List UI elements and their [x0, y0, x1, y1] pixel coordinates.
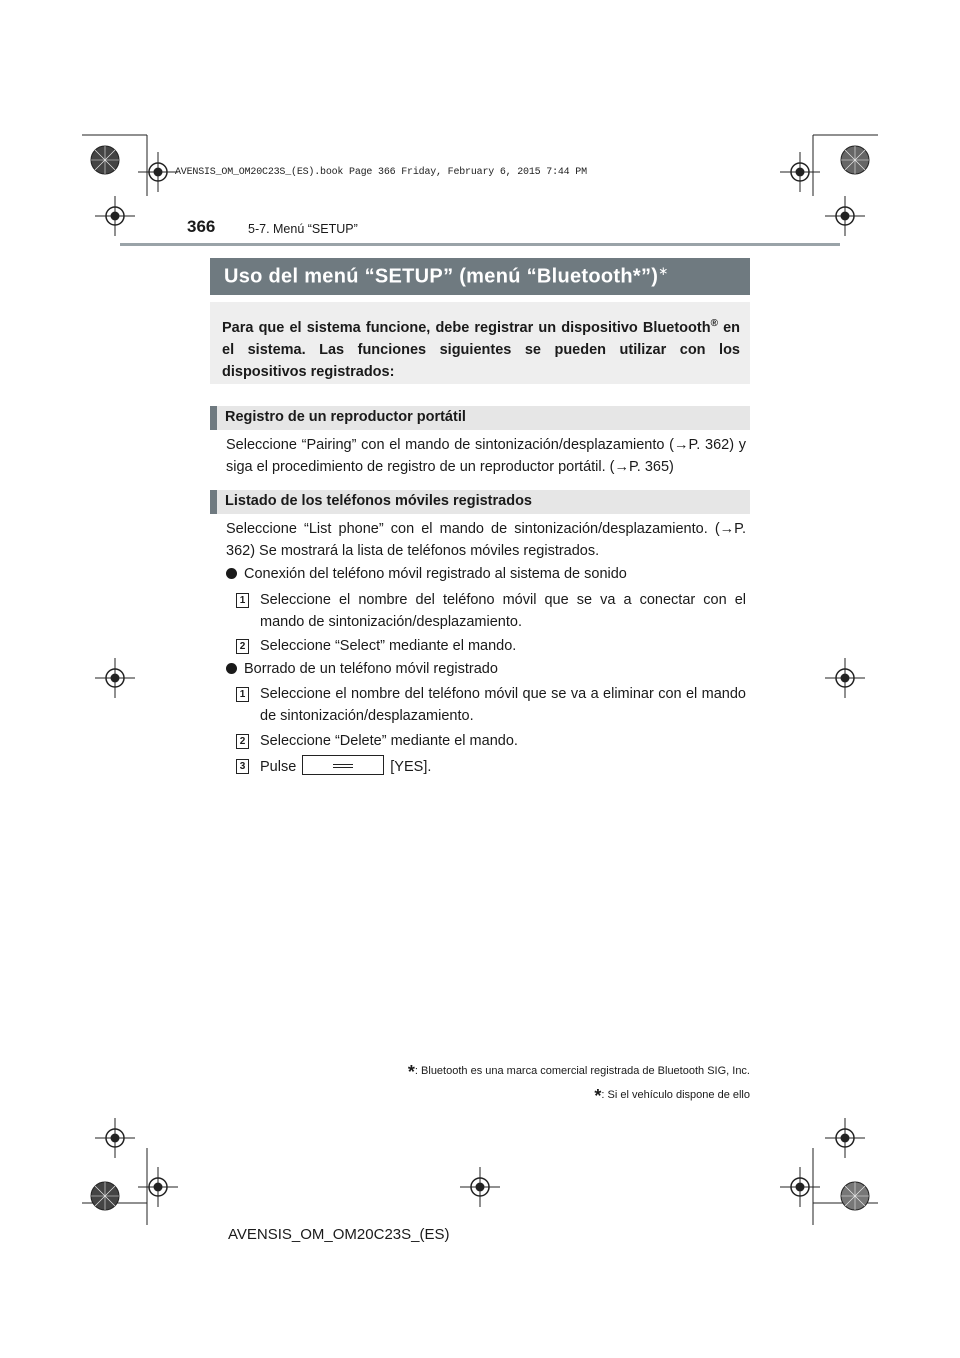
page-title — [210, 258, 750, 295]
footer-document-code: AVENSIS_OM_OM20C23S_(ES) — [228, 1226, 450, 1243]
footnote-bluetooth — [408, 1062, 750, 1083]
bullet-delete — [226, 658, 498, 680]
intro-box — [210, 302, 750, 384]
bullet-connect — [226, 563, 627, 585]
bullet-icon — [226, 568, 237, 579]
asterisk-icon: * — [594, 1086, 602, 1106]
title-mark: ∗ — [658, 264, 669, 278]
section-body-pairing: Seleccione “Pairing” con el mando de sintonización/desplazamiento (→P. 362) y siga el procedimiento de registro de un reproductor portátil. (→P. 365) — [226, 437, 746, 475]
step-number: 1 — [236, 593, 249, 608]
step-number: 2 — [236, 734, 249, 749]
step-number: 2 — [236, 639, 249, 654]
section-body-list-phone: Seleccione “List phone” con el mando de sintonización/desplazamiento. (→P. 362) Se mostrará la lista de teléfonos móviles registrados. — [226, 521, 746, 559]
step-text: Seleccione “Select” mediante el mando. — [260, 638, 517, 654]
step-text: Seleccione el nombre del teléfono móvil que se va a conectar con el mando de sintonización/desplazamiento. — [260, 592, 746, 630]
breadcrumb: 5-7. Menú “SETUP” — [248, 222, 358, 236]
footnote-bluetooth-text: : Bluetooth es una marca comercial registrada de Bluetooth SIG, Inc. — [414, 1065, 750, 1077]
header-rule — [120, 243, 840, 246]
section-heading-pairing: Registro de un reproductor portátil — [210, 406, 750, 430]
intro-text-b: en el sistema. Las funciones siguientes se pueden utilizar con los dispositivos registrados: — [222, 319, 740, 380]
step-number: 3 — [236, 759, 249, 774]
footnote-vehicle-text: : Si el vehículo dispone de ello — [601, 1089, 750, 1101]
step-text-press — [260, 755, 746, 778]
bullet-connect-text: Conexión del teléfono móvil registrado al sistema de sonido — [244, 566, 627, 582]
bullet-icon — [226, 663, 237, 674]
print-header: AVENSIS_OM_OM20C23S_(ES).book Page 366 Friday, February 6, 2015 7:44 PM — [175, 167, 587, 178]
step-text: Seleccione el nombre del teléfono móvil que se va a eliminar con el mando de sintonización/desplazamiento. — [260, 686, 746, 724]
hang-up-button-icon — [302, 755, 384, 775]
page-number: 366 — [187, 217, 216, 236]
asterisk-icon: * — [407, 1062, 415, 1082]
section-heading-list-phone: Listado de los teléfonos móviles registrados — [210, 490, 750, 514]
bullet-delete-text: Borrado de un teléfono móvil registrado — [244, 661, 498, 677]
step-text: Seleccione “Delete” mediante el mando. — [260, 733, 518, 749]
page-title-text: Uso del menú “SETUP” (menú “Bluetooth*”) — [224, 265, 659, 288]
step-number: 1 — [236, 687, 249, 702]
footnote-vehicle — [594, 1086, 750, 1107]
intro-text-a: Para que el sistema funcione, debe registrar un dispositivo Bluetooth — [222, 319, 711, 336]
step-press-yes: [YES]. — [390, 759, 432, 775]
step-press-label: Pulse — [260, 759, 297, 775]
registered-mark: ® — [710, 318, 718, 329]
